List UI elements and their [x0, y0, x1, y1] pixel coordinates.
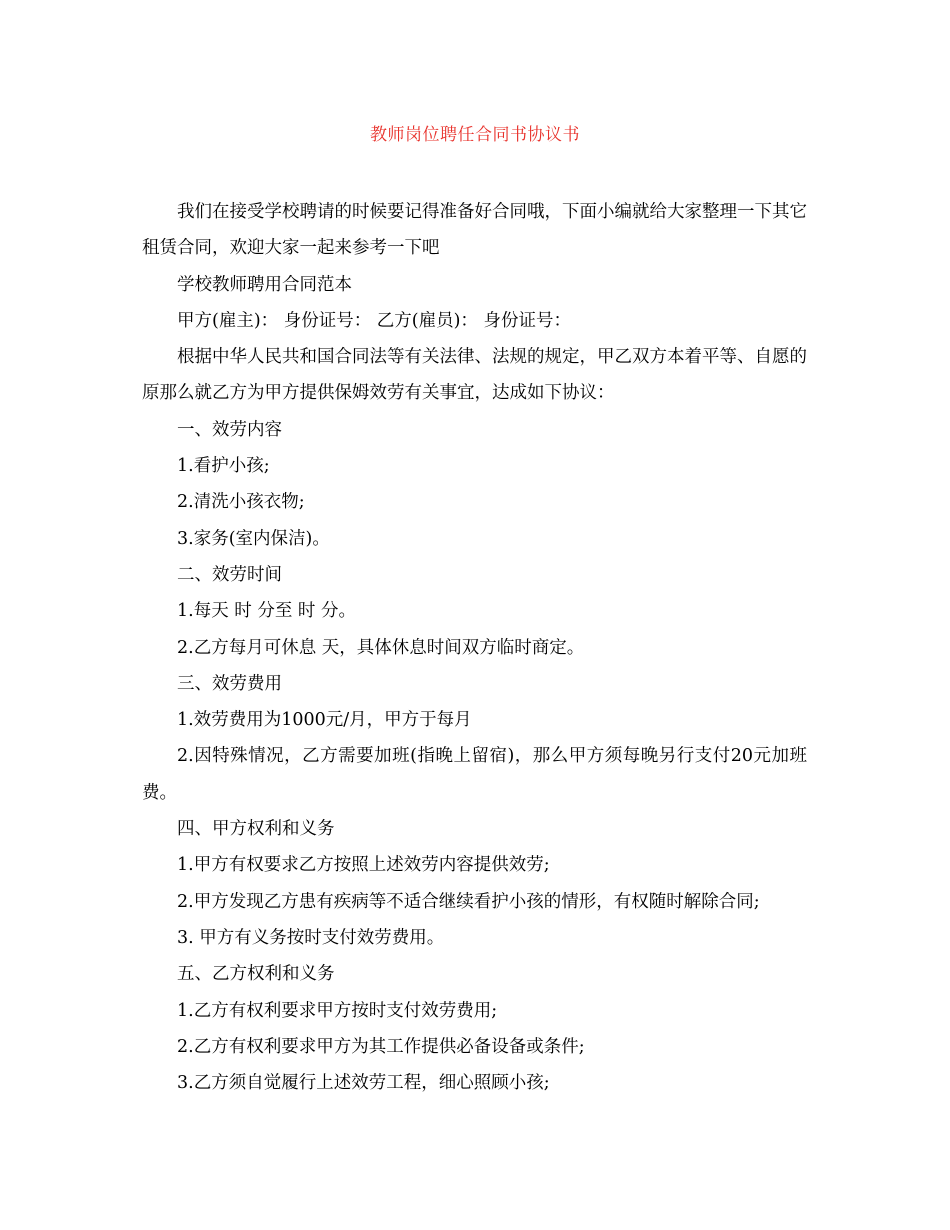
- clause-4-3: 3. 甲方有义务按时支付效劳费用。: [177, 927, 445, 948]
- section-heading-2: 二、效劳时间: [177, 564, 282, 585]
- clause-5-1: 1.乙方有权利要求甲方按时支付效劳费用;: [177, 1000, 498, 1021]
- clause-1-3: 3.家务(室内保洁)。: [177, 528, 330, 549]
- clause-3-2: 2.因特殊情况，乙方需要加班(指晚上留宿)，那么甲方须每晚另行支付20元加班费。: [142, 746, 807, 803]
- preamble-paragraph: 根据中华人民共和国合同法等有关法律、法规的规定，甲乙双方本着平等、自愿的原那么就乙方为甲方提供保姆效劳有关事宜，达成如下协议：: [142, 347, 807, 404]
- clause-1-1: 1.看护小孩;: [177, 456, 270, 477]
- document-title: 教师岗位聘任合同书协议书: [370, 125, 580, 145]
- clause-5-2: 2.乙方有权利要求甲方为其工作提供必备设备或条件;: [177, 1036, 585, 1057]
- clause-4-1: 1.甲方有权要求乙方按照上述效劳内容提供效劳;: [177, 855, 550, 876]
- contract-heading: 学校教师聘用合同范本: [177, 274, 352, 295]
- section-heading-1: 一、效劳内容: [177, 419, 282, 440]
- parties-line: 甲方(雇主)： 身份证号： 乙方(雇员)： 身份证号：: [177, 310, 571, 331]
- clause-2-2: 2.乙方每月可休息 天，具体休息时间双方临时商定。: [177, 637, 585, 658]
- clause-1-2: 2.清洗小孩衣物;: [177, 492, 305, 513]
- section-heading-4: 四、甲方权利和义务: [177, 819, 335, 840]
- document-body: [142, 194, 807, 1101]
- clause-2-1: 1.每天 时 分至 时 分。: [177, 601, 356, 622]
- section-heading-3: 三、效劳费用: [177, 673, 282, 694]
- clause-3-1: 1.效劳费用为1000元/月，甲方于每月: [177, 710, 472, 731]
- section-heading-5: 五、乙方权利和义务: [177, 964, 335, 985]
- intro-paragraph: 我们在接受学校聘请的时候要记得准备好合同哦，下面小编就给大家整理一下其它租赁合同，欢迎大家一起来参考一下吧: [142, 202, 807, 259]
- clause-4-2: 2.甲方发现乙方患有疾病等不适合继续看护小孩的情形，有权随时解除合同;: [177, 891, 760, 912]
- clause-5-3: 3.乙方须自觉履行上述效劳工程，细心照顾小孩;: [177, 1073, 550, 1094]
